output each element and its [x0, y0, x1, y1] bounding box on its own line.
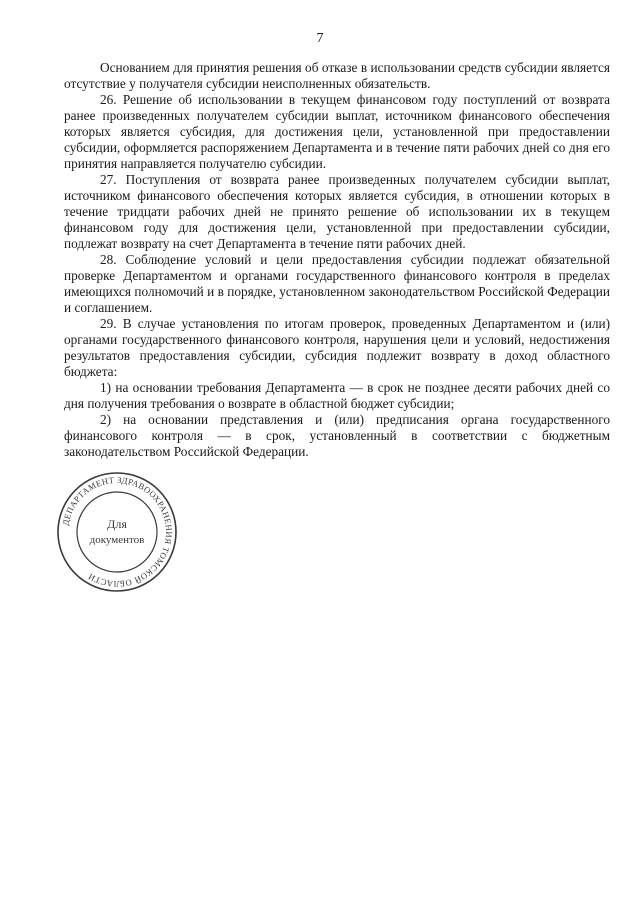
paragraph-refusal-basis: Основанием для принятия решения об отказе в использовании средств субсидии является отсутствие у получателя субсидии неисполненных обязательств. — [64, 60, 610, 91]
paragraph-26: 26. Решение об использовании в текущем финансовом году поступлений от возврата ранее произведенных получателем субсидии выплат, источником финансового обеспечения которых является субсидия, для достижения цели, установленной при предоставлении субсидии, оформляется распоряжением Департамента и в течение пяти рабочих дней со дня его принятия направляется получателю субсидии. — [64, 92, 610, 171]
department-seal-stamp — [55, 470, 179, 594]
seal-center-line-2: документов — [89, 534, 145, 546]
paragraph-27: 27. Поступления от возврата ранее произведенных получателем субсидии выплат, источником финансового обеспечения которых является субсидия, в отношении которых в течение тридцати рабочих дней не принято решение об использовании их в текущем финансовом году для достижения цели, установленной при предоставлении субсидии, подлежат возврату на счет Департамента в течение пяти рабочих дней. — [64, 172, 610, 251]
seal-center-line-1: Для — [107, 517, 127, 531]
paragraph-29: 29. В случае установления по итогам проверок, проведенных Департаментом и (или) органами государственного финансового контроля, нарушения цели и условий, недостижения результатов предоставления субсидии, субсидия подлежит возврату в доход областного бюджета: — [64, 316, 610, 379]
page-number: 7 — [316, 31, 324, 46]
seal-ring-text: ДЕПАРТАМЕНТ ЗДРАВООХРАНЕНИЯ ТОМСКОЙ ОБЛАСТИ — [60, 474, 175, 590]
document-body — [64, 60, 610, 460]
paragraph-29-item-1: 1) на основании требования Департамента — в срок не позднее десяти рабочих дней со дня получения требования о возврате в областной бюджет субсидии; — [64, 380, 610, 411]
paragraph-29-item-2: 2) на основании представления и (или) предписания органа государственного финансового контроля — в срок, установленный в соответствии с бюджетным законодательством Российской Федерации. — [64, 412, 610, 459]
seal-inner-ring — [77, 492, 157, 572]
seal-outer-ring — [58, 473, 176, 591]
paragraph-28: 28. Соблюдение условий и цели предоставления субсидии подлежат обязательной проверке Департаментом и органами государственного финансового контроля в пределах имеющихся полномочий и в порядке, установленном законодательством Российской Федерации и соглашением. — [64, 252, 610, 315]
